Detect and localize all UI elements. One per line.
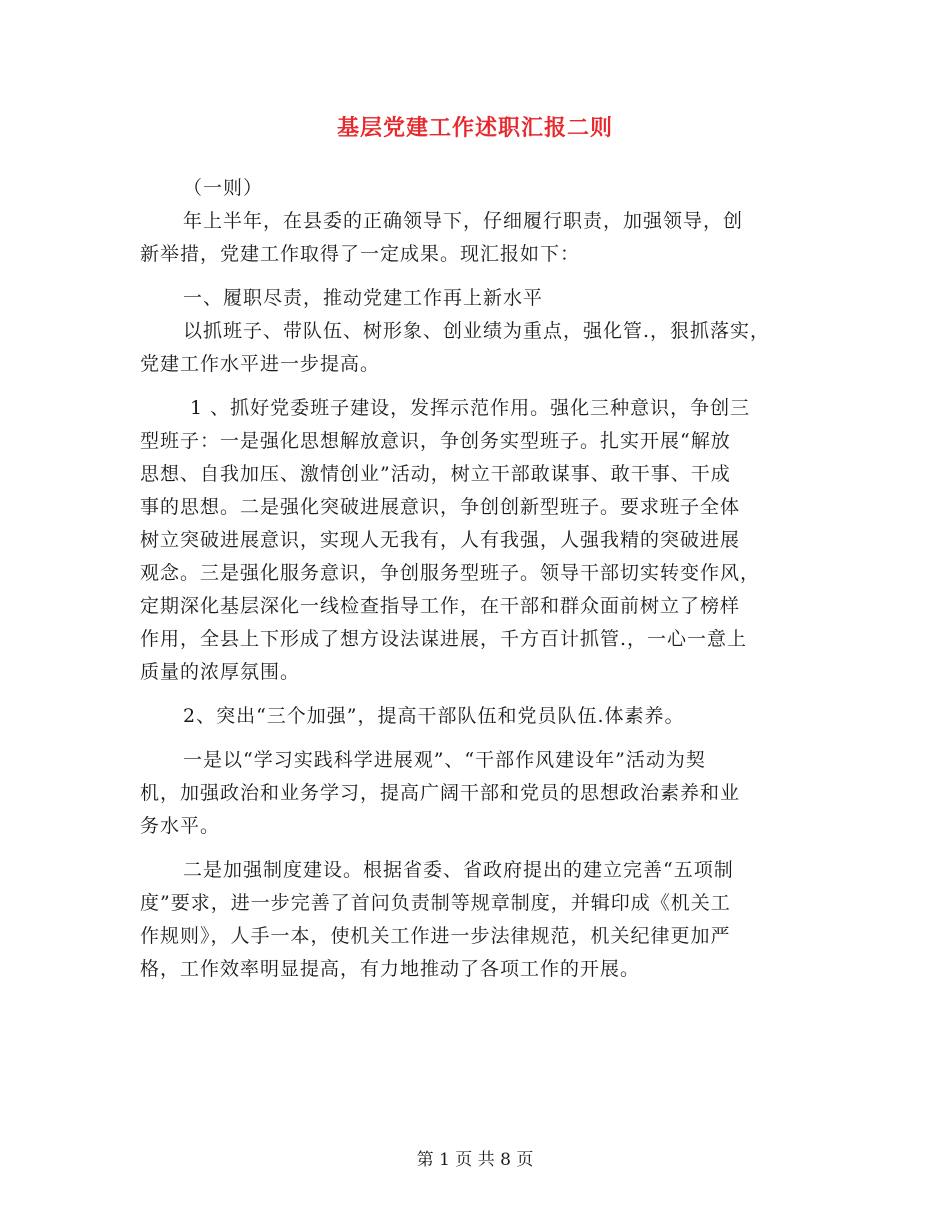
paragraph-line: 年上半年，在县委的正确领导下，仔细履行职责，加强领导，创 — [183, 210, 744, 232]
paragraph-line: 1 、抓好党委班子建设，发挥示范作用。强化三种意识，争创三 — [190, 397, 751, 419]
paragraph-line: 以抓班子、带队伍、树形象、创业绩为重点，强化管.，狠抓落实， — [183, 320, 771, 342]
paragraph-line: 树立突破进展意识，实现人无我有，人有我强，人强我精的突破进展 — [140, 529, 741, 551]
paragraph-line: 作用，全县上下形成了想方设法谋进展，千方百计抓管.，一心一意上 — [140, 628, 748, 650]
document-title: 基层党建工作述职汇报二则 — [336, 115, 613, 141]
section-heading: 一、履职尽责，推动党建工作再上新水平 — [183, 287, 544, 309]
section-heading: 2、突出“三个加强”，提高干部队伍和党员队伍.体素养。 — [183, 705, 685, 727]
paragraph-line: 一是以“学习实践科学进展观”、“干部作风建设年”活动为契 — [183, 749, 706, 771]
paragraph-line: 度”要求，进一步完善了首问负责制等规章制度，并辑印成《机关工 — [140, 892, 731, 914]
paragraph-line: 作规则》，人手一本，使机关工作进一步法律规范，机关纪律更加严 — [140, 925, 731, 947]
paragraph-line: 务水平。 — [140, 815, 221, 837]
paragraph-line: 新举措，党建工作取得了一定成果。现汇报如下： — [140, 243, 581, 265]
paragraph-line: 思想、自我加压、激情创业”活动，树立干部敢谋事、敢干事、干成 — [140, 463, 731, 485]
section-label: （一则） — [183, 177, 264, 199]
paragraph-line: 观念。三是强化服务意识，争创服务型班子。领导干部切实转变作风， — [140, 562, 761, 584]
page-number-footer: 第 1 页 共 8 页 — [416, 1150, 534, 1170]
paragraph-line: 二是加强制度建设。根据省委、省政府提出的建立完善“五项制 — [183, 859, 734, 881]
paragraph-line: 质量的浓厚氛围。 — [140, 661, 301, 683]
paragraph-line: 事的思想。二是强化突破进展意识，争创创新型班子。要求班子全体 — [140, 496, 741, 518]
paragraph-line: 型班子：一是强化思想解放意识，争创务实型班子。扎实开展“解放 — [140, 430, 731, 452]
paragraph-line: 格，工作效率明显提高，有力地推动了各项工作的开展。 — [140, 958, 641, 980]
paragraph-line: 党建工作水平进一步提高。 — [140, 353, 381, 375]
paragraph-line: 定期深化基层深化一线检查指导工作，在干部和群众面前树立了榜样 — [140, 595, 741, 617]
paragraph-line: 机，加强政治和业务学习，提高广阔干部和党员的思想政治素养和业 — [140, 782, 741, 804]
